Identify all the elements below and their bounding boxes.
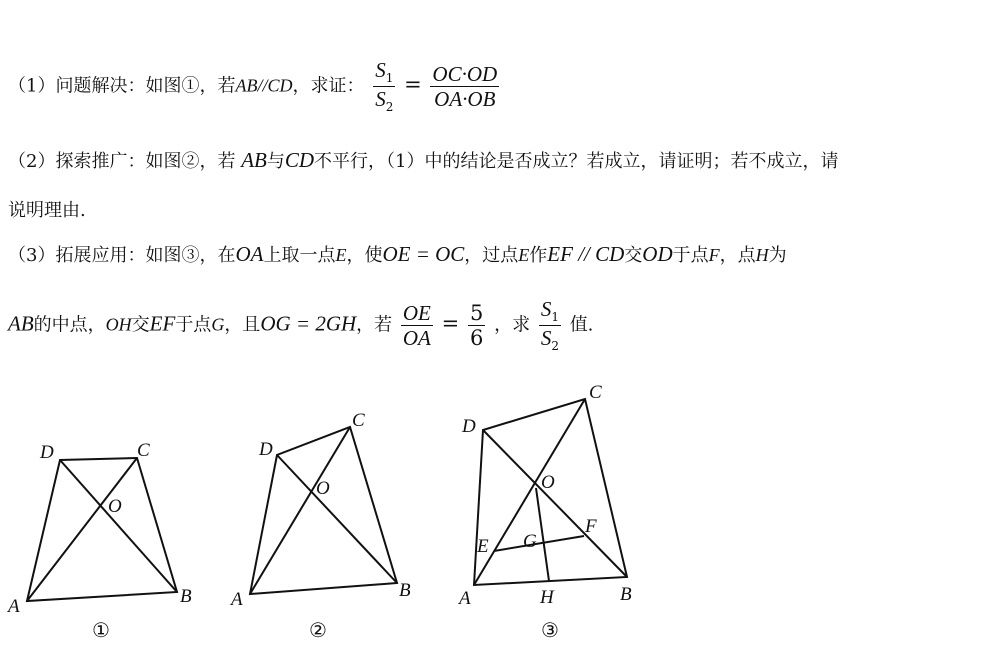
question-2: （2）探索推广：如图②，若 AB与CD不平行，（1）中的结论是否成立？若成立，请证明；若不成立，请 [8, 148, 839, 172]
figure-ref-3: ③ [181, 245, 200, 266]
label-d-2: D [259, 439, 273, 460]
label-o-1: O [108, 496, 122, 517]
label-b-3: B [620, 584, 632, 605]
label-e-3: E [477, 536, 489, 557]
fraction-5-6: $\frac{5}{6}$ [469, 300, 484, 350]
segment-oh-3 [536, 488, 549, 581]
caption-3: ③ [541, 620, 559, 642]
label-b-1: B [180, 586, 192, 607]
label-a-3: A [459, 588, 471, 609]
label-g-3: G [523, 531, 537, 552]
label-b-2: B [399, 580, 411, 601]
caption-2: ② [309, 620, 327, 642]
figure-3 [457, 382, 632, 642]
question-2-line-2: 说明理由. [8, 200, 86, 221]
fraction-oe-oa: $\frac{OE}{OA}$ [402, 300, 431, 350]
diagonal-bd-1 [60, 460, 177, 592]
fraction-s1-s2: $\frac{S_1}{S_2}$ [375, 58, 394, 115]
label-c-2: C [352, 410, 365, 431]
label-a-1: A [8, 596, 20, 617]
label-o-2: O [316, 478, 330, 499]
question-3: （3）拓展应用：如图③，在OA上取一点E，使OE = OC，过点E作EF // CD交OD于点F，点H为 [8, 242, 787, 266]
figure-2 [229, 410, 411, 642]
label-o-3: O [541, 472, 555, 493]
label-h-3: H [540, 587, 554, 608]
label-f-3: F [585, 516, 597, 537]
label-d-3: D [462, 416, 476, 437]
caption-1: ① [92, 620, 110, 642]
figure-ref-2: ② [181, 151, 200, 172]
label-d-1: D [40, 442, 54, 463]
label-a-2: A [231, 589, 243, 610]
label-c-1: C [137, 440, 150, 461]
diagonal-bd-3 [483, 430, 627, 577]
label-c-3: C [589, 382, 602, 403]
fraction-s1-s2-q3: $\frac{S_1}{S_2}$ [540, 297, 559, 354]
figure-1 [6, 440, 192, 642]
question-3-line-2: AB的中点，OH交EF于点G，且OG = 2GH，若 $\frac{OE}{OA}$ = $\frac{5}{6}$ ，求 $\frac{S_1}{S_2}$ 值. [8, 297, 594, 354]
figure-ref-1: ① [181, 75, 200, 97]
quad-abcd-1 [27, 458, 177, 601]
question-1: （1）问题解决：如图①，若AB//CD，求证： $\frac{S_1}{S_2}$ = $\frac{OC\cdot OD}{OA\cdot OB}$ [8, 58, 498, 115]
fraction-oc-od: $\frac{OC\cdot OD}{OA\cdot OB}$ [432, 61, 498, 111]
segment-ef-3 [494, 536, 584, 551]
